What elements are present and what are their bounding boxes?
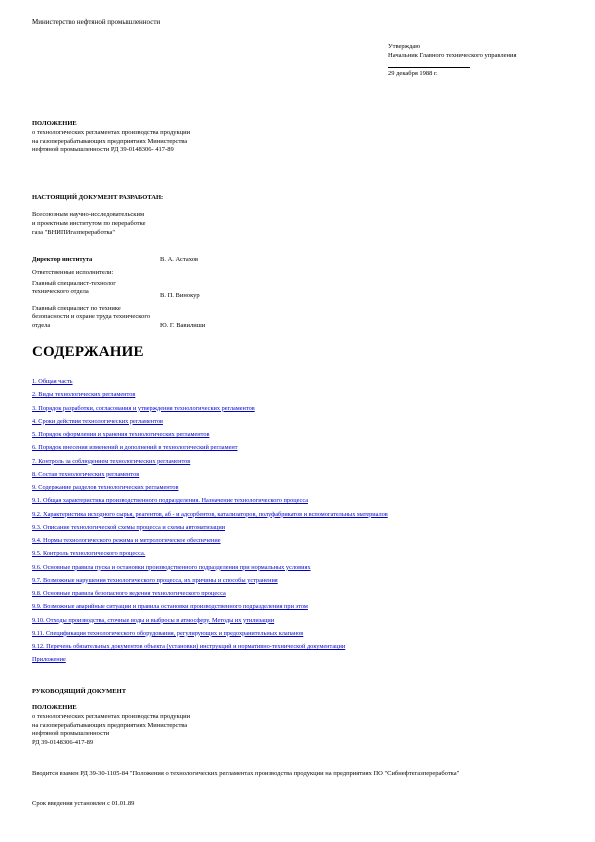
safety-specialist-label: Главный специалист по технике безопасности и охране труда технического отдела [32,305,151,329]
toc-item [32,537,572,550]
toc-item [32,564,572,577]
developer-block [32,211,332,237]
toc-item [32,603,572,616]
toc-link[interactable]: 5. Порядок оформления и хранения технологических регламентов [32,431,210,438]
toc-item [32,484,572,497]
toc-item [32,577,572,590]
footer-doc-type: РУКОВОДЯЩИЙ ДОКУМЕНТ [32,688,127,695]
tech-specialist-label: Главный специалист-технолог технического отдела [32,280,116,296]
toc-link[interactable]: 1. Общая часть [32,378,73,385]
tech-specialist-name: В. П. Винокур [160,292,200,299]
toc-link[interactable]: 9.3. Описание технологической схемы процесса и схемы автоматизации [32,523,226,531]
developer-line-2: и проектным институтом по переработке [32,219,146,227]
approval-label: Утверждаю [388,43,421,50]
tech-specialist-row [32,280,332,300]
toc-link[interactable]: 9.6. Основные правила пуска и остановки производственного подразделения при нормальных условиях [32,563,311,571]
toc-item [32,391,572,404]
toc-item [32,471,572,484]
director-name: В. А. Астахов [160,256,199,263]
footer-replaces: Вводится взамен РД 39-30-1105-84 "Положения о технологических регламентах производства продукции на предприятиях ПО "Сибнефтегазпереработка" [32,770,460,777]
toc-link[interactable]: 9.5. Контроль технологического процесса. [32,550,146,558]
developer-line-1: Всесоюзным научно-исследовательским [32,211,145,218]
toc-item [32,497,572,510]
title-line-1: о технологических регламентах производства продукции [32,128,191,136]
toc-link[interactable]: 9.8. Основные правила безопасного ведения технологического процесса [32,590,226,597]
toc-item [32,418,572,431]
director-label: Директор института [32,256,93,263]
toc-link[interactable]: 6. Порядок внесения изменений и дополнений в технологический регламент [32,444,238,452]
toc-link[interactable]: 2. Виды технологических регламентов [32,391,136,399]
safety-specialist-name: Ю. Г. Вавилиши [160,322,206,329]
toc-link[interactable]: 9.11. Спецификация технологического оборудования, регулирующих и предохранительных клапанов [32,629,304,637]
toc-item [32,630,572,643]
toc-item [32,458,572,471]
toc-item [32,643,572,656]
footer-effective: Срок введения установлен с 01.01.89 [32,800,135,807]
toc-list [32,378,572,670]
toc-item [32,590,572,603]
toc-item [32,444,572,457]
toc-link[interactable]: 9.9. Возможные аварийные ситуации и правила остановки производственного подразделения при этом [32,603,308,611]
toc-link[interactable]: 9. Содержание разделов технологических регламентов [32,484,179,491]
approval-block [388,43,548,78]
footer-line-3: нефтяной промышленности [32,730,110,738]
director-row [32,256,332,266]
toc-item [32,378,572,391]
toc-link[interactable]: 4. Сроки действия технологических регламентов [32,417,163,425]
title-block [32,120,332,155]
footer-title-block [32,704,572,748]
safety-specialist-row [32,305,332,333]
toc-link[interactable]: Приложение [32,656,66,664]
toc-item [32,656,572,669]
footer-line-2: на газоперерабатывающих предприятиях Министерства [32,721,188,729]
toc-link[interactable]: 9.1. Общая характеристика производственного подразделения. Назначение технологического процесса [32,497,308,505]
approval-date: 29 декабря 1988 г. [388,69,438,77]
toc-title: СОДЕРЖАНИЕ [32,344,144,360]
toc-item [32,524,572,537]
signature-line [388,67,470,68]
toc-link[interactable]: 9.2. Характеристика исходного сырья, реагентов, аб - и адсорбентов, катализаторов, полуфабрикатов и вспомогательных материалов [32,510,388,518]
toc-link[interactable]: 7. Контроль за соблюдением технологических регламентов [32,457,191,465]
approval-position: Начальник Главного технического управления [388,51,517,59]
toc-link[interactable]: 9.10. Отходы производства, сточные воды и выбросы в атмосферу. Методы их утилизации [32,616,275,624]
executors-label: Ответственные исполнители: [32,269,114,276]
title-line-3: нефтяной промышленности РД 39-0148306- 417-89 [32,146,174,154]
toc-item [32,431,572,444]
toc-item [32,405,572,418]
footer-heading: ПОЛОЖЕНИЕ [32,704,77,711]
developer-line-3: газа "ВНИПИгазпереработка" [32,228,116,236]
title-line-2: на газоперерабатывающих предприятиях Министерства [32,137,188,145]
toc-item [32,617,572,630]
footer-line-1: о технологических регламентах производства продукции [32,712,191,720]
toc-item [32,550,572,563]
toc-link[interactable]: 9.4. Нормы технологического режима и метрологическое обеспечение [32,537,221,544]
toc-item [32,511,572,524]
title-heading: ПОЛОЖЕНИЕ [32,120,77,127]
developer-heading: НАСТОЯЩИЙ ДОКУМЕНТ РАЗРАБОТАН: [32,194,164,201]
toc-link[interactable]: 9.12. Перечень обязательных документов объекта (установки) инструкций и нормативно-технической документации [32,643,346,650]
toc-link[interactable]: 3. Порядок разработки, согласования и утверждения технологических регламентов [32,404,255,412]
toc-link[interactable]: 8. Состав технологических регламентов [32,470,140,478]
footer-code: РД 39-0148306-417-89 [32,739,94,747]
toc-link[interactable]: 9.7. Возможные нарушения технологического процесса, их причины и способы устранения [32,576,278,584]
ministry-name: Министерство нефтяной промышленности [32,18,161,26]
